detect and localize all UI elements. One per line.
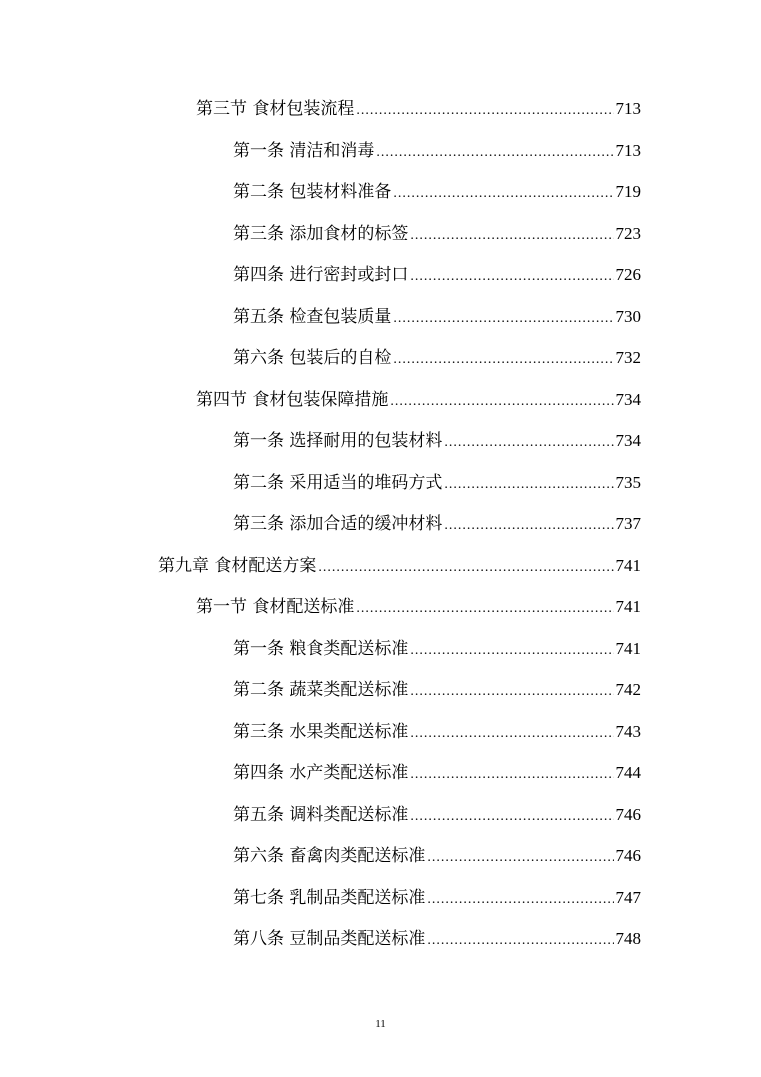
- dot-leader: [318, 555, 613, 577]
- toc-entry-title: 第四条 进行密封或封口: [233, 265, 409, 285]
- dot-leader: [410, 638, 613, 660]
- toc-entry[interactable]: [233, 181, 641, 203]
- toc-entry-title: 第一条 清洁和消毒: [233, 141, 375, 161]
- toc-entry[interactable]: [233, 513, 641, 535]
- toc-entry[interactable]: [233, 804, 641, 826]
- toc-entry[interactable]: [233, 887, 641, 909]
- toc-entry-title: 第三节 食材包装流程: [196, 99, 355, 119]
- page-number: 11: [375, 1018, 386, 1030]
- toc-entry[interactable]: [233, 845, 641, 867]
- toc-entry[interactable]: [233, 264, 641, 286]
- toc-entry-title: 第二条 采用适当的堆码方式: [233, 473, 443, 493]
- toc-entry[interactable]: [233, 430, 641, 452]
- toc-entry[interactable]: [233, 140, 641, 162]
- toc-entry-page: 746: [615, 846, 641, 865]
- toc-entry-title: 第六条 包装后的自检: [233, 348, 392, 368]
- toc-entry-page: 741: [615, 556, 641, 575]
- toc-entry-page: 723: [615, 224, 641, 243]
- toc-entry-title: 第二条 包装材料准备: [233, 182, 392, 202]
- toc-entry-title: 第五条 调料类配送标准: [233, 805, 409, 825]
- dot-leader: [444, 513, 613, 535]
- dot-leader: [410, 762, 613, 784]
- toc-entry-page: 746: [615, 805, 641, 824]
- dot-leader: [410, 223, 613, 245]
- toc-entry[interactable]: [233, 762, 641, 784]
- toc-entry-title: 第一节 食材配送标准: [196, 597, 355, 617]
- toc-entry-page: 744: [615, 763, 641, 782]
- toc-entry[interactable]: [233, 347, 641, 369]
- toc-entry[interactable]: [196, 98, 641, 120]
- dot-leader: [410, 679, 613, 701]
- toc-entry-title: 第四条 水产类配送标准: [233, 763, 409, 783]
- dot-leader: [444, 430, 613, 452]
- dot-leader: [410, 721, 613, 743]
- toc-entry[interactable]: [233, 306, 641, 328]
- dot-leader: [427, 887, 613, 909]
- toc-entry-title: 第七条 乳制品类配送标准: [233, 888, 426, 908]
- toc-entry-page: 713: [615, 99, 641, 118]
- toc-entry-title: 第一条 选择耐用的包装材料: [233, 431, 443, 451]
- toc-entry-page: 734: [615, 390, 641, 409]
- toc-entry-page: 726: [615, 265, 641, 284]
- toc-entry-title: 第三条 添加合适的缓冲材料: [233, 514, 443, 534]
- toc-entry[interactable]: [233, 472, 641, 494]
- dot-leader: [427, 845, 613, 867]
- toc-entry[interactable]: [158, 555, 641, 577]
- toc-entry-title: 第五条 检查包装质量: [233, 307, 392, 327]
- toc-entry[interactable]: [233, 679, 641, 701]
- toc-entry-title: 第二条 蔬菜类配送标准: [233, 680, 409, 700]
- toc-entry-title: 第三条 添加食材的标签: [233, 224, 409, 244]
- toc-entry-title: 第一条 粮食类配送标准: [233, 639, 409, 659]
- dot-leader: [356, 98, 613, 120]
- toc-entry-page: 734: [615, 431, 641, 450]
- toc-entry[interactable]: [233, 638, 641, 660]
- dot-leader: [376, 140, 613, 162]
- dot-leader: [427, 928, 613, 950]
- toc-entry-page: 747: [615, 888, 641, 907]
- toc-entry[interactable]: [233, 928, 641, 950]
- toc-entry-page: 737: [615, 514, 641, 533]
- toc-entry-page: 735: [615, 473, 641, 492]
- toc-entry-page: 732: [615, 348, 641, 367]
- dot-leader: [444, 472, 613, 494]
- toc-entry-title: 第三条 水果类配送标准: [233, 722, 409, 742]
- toc-entry-page: 719: [615, 182, 641, 201]
- dot-leader: [393, 306, 613, 328]
- toc-entry-page: 748: [615, 929, 641, 948]
- toc-entry-title: 第八条 豆制品类配送标准: [233, 929, 426, 949]
- toc-entry[interactable]: [196, 389, 641, 411]
- toc-entry-page: 742: [615, 680, 641, 699]
- dot-leader: [410, 264, 613, 286]
- toc-entry-title: 第六条 畜禽肉类配送标准: [233, 846, 426, 866]
- toc-entry[interactable]: [233, 721, 641, 743]
- toc-entry-title: 第四节 食材包装保障措施: [196, 390, 389, 410]
- toc-entry[interactable]: [196, 596, 641, 618]
- toc-entry-page: 743: [615, 722, 641, 741]
- toc-entry-page: 741: [615, 639, 641, 658]
- dot-leader: [393, 347, 613, 369]
- dot-leader: [393, 181, 613, 203]
- dot-leader: [390, 389, 613, 411]
- dot-leader: [410, 804, 613, 826]
- dot-leader: [356, 596, 613, 618]
- toc-entry-page: 713: [615, 141, 641, 160]
- toc-entry-title: 第九章 食材配送方案: [158, 556, 317, 576]
- toc-entry-page: 741: [615, 597, 641, 616]
- toc-entry-page: 730: [615, 307, 641, 326]
- toc-entry[interactable]: [233, 223, 641, 245]
